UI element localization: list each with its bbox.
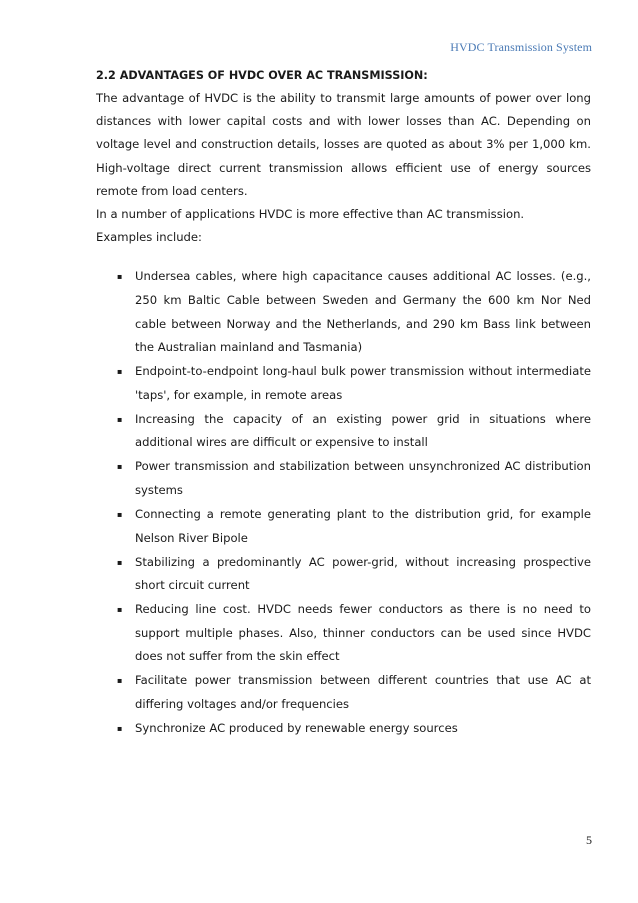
list-item <box>96 265 591 359</box>
bullet-icon: ▪ <box>117 557 123 567</box>
bullet-icon: ▪ <box>117 676 123 686</box>
bullet-icon: ▪ <box>117 414 123 424</box>
examples-label: Examples include: <box>96 230 202 245</box>
section-heading: 2.2 ADVANTAGES OF HVDC OVER AC TRANSMISSION: <box>96 69 428 82</box>
list-item-text: Increasing the capacity of an existing power grid in situations where additional wires are difficult or expensive to install <box>135 411 591 450</box>
list-item-text: Stabilizing a predominantly AC power-grid, without increasing prospective short circuit current <box>135 554 591 593</box>
list-item <box>96 717 591 741</box>
intro-paragraph: The advantage of HVDC is the ability to transmit large amounts of power over long distances with lower capital costs and with lower losses than AC. Depending on voltage level and construction details, losses are quoted as about 3% per 1,000 km. High-voltage direct current transmission allows efficient use of energy sources remote from load centers. <box>96 91 591 198</box>
page-number: 5 <box>586 833 592 847</box>
bullet-icon: ▪ <box>117 272 123 282</box>
list-item-text: Endpoint-to-endpoint long-haul bulk power transmission without intermediate 'taps', for example, in remote areas <box>135 364 591 402</box>
list-item <box>96 503 591 550</box>
running-header: HVDC Transmission System <box>450 40 592 54</box>
bullet-icon: ▪ <box>117 723 123 733</box>
bullet-icon: ▪ <box>117 462 123 472</box>
bullet-icon: ▪ <box>117 509 123 519</box>
list-item-text: Power transmission and stabilization between unsynchronized AC distribution systems <box>135 459 591 497</box>
list-item <box>96 360 591 407</box>
bullet-icon: ▪ <box>117 367 123 377</box>
advantages-list <box>96 265 591 740</box>
list-item <box>96 669 591 716</box>
list-item-text: Undersea cables, where high capacitance causes additional AC losses. (e.g., 250 km Baltic Cable between Sweden and Germany the 600 km Nor Ned cable between Norway and the Netherlands, and 290 km Bass link between the Australian mainland and Tasmania) <box>135 269 591 355</box>
bullet-icon: ▪ <box>117 605 123 615</box>
list-item <box>96 551 591 598</box>
list-item-text: Synchronize AC produced by renewable energy sources <box>135 720 458 735</box>
list-item-text: Facilitate power transmission between different countries that use AC at differing voltages and/or frequencies <box>135 673 591 711</box>
applications-sentence: In a number of applications HVDC is more effective than AC transmission. <box>96 207 525 222</box>
list-item <box>96 455 591 502</box>
list-item-text: Connecting a remote generating plant to the distribution grid, for example Nelson River Bipole <box>135 506 591 545</box>
list-item <box>96 598 591 669</box>
page-content <box>96 65 591 741</box>
list-item-text: Reducing line cost. HVDC needs fewer conductors as there is no need to support multiple phases. Also, thinner conductors can be used since HVDC does not suffer from the skin effect <box>135 602 591 664</box>
list-item <box>96 408 591 455</box>
